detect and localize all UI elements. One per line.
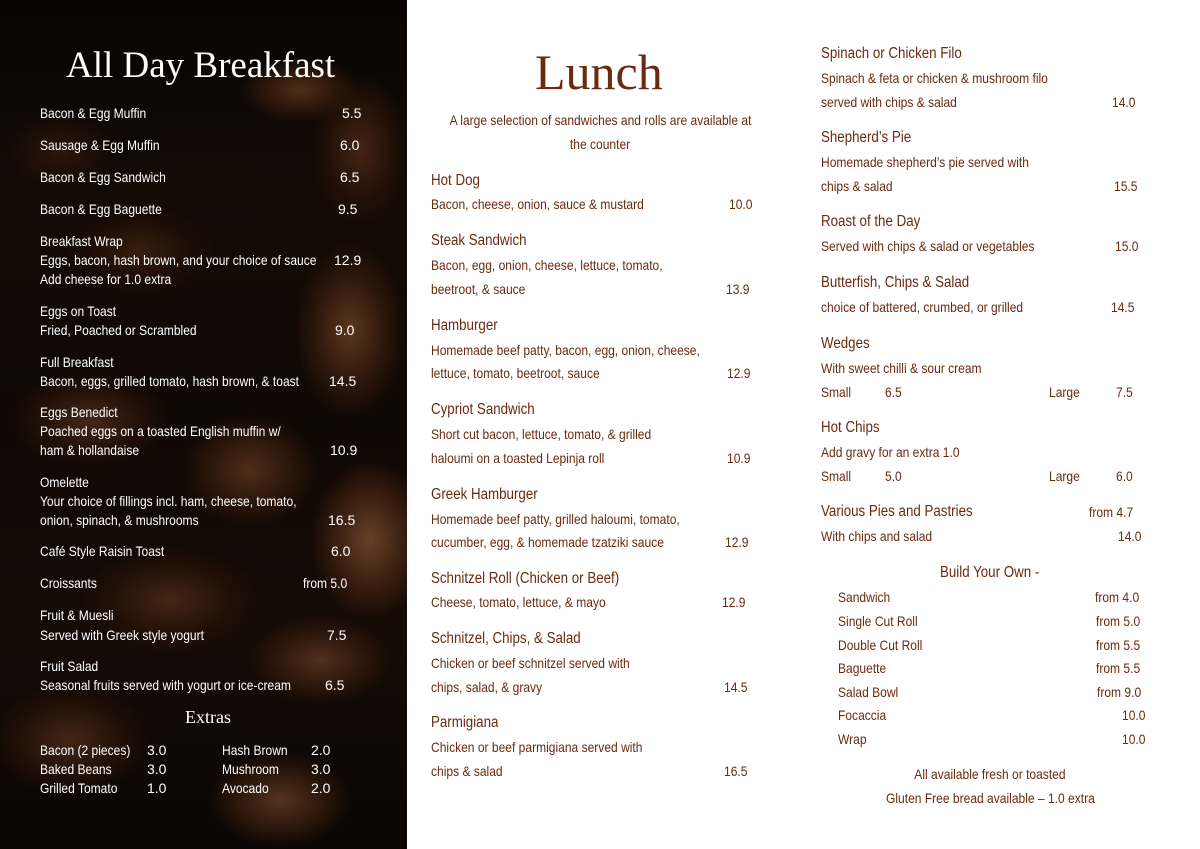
breakfast-item-desc: Eggs, bacon, hash brown, and your choice of sauce [40, 252, 317, 268]
lunch-item-name: Various Pies and Pastries [821, 503, 973, 520]
lunch-item-price: 12.9 [722, 594, 746, 610]
lunch-item-price: 12.9 [727, 365, 751, 381]
lunch-item-price: 14.5 [1111, 299, 1135, 315]
lunch-item-price: 15.5 [1114, 178, 1138, 194]
build-item-price: from 5.5 [1096, 637, 1141, 653]
lunch-intro [420, 111, 780, 130]
lunch-item-name: Schnitzel, Chips, & Salad [431, 630, 581, 647]
lunch-item-desc: Add gravy for an extra 1.0 [821, 444, 960, 460]
lunch-item-name: Greek Hamburger [431, 486, 538, 503]
lunch-item-desc: Cheese, tomato, lettuce, & mayo [431, 594, 606, 610]
size-price: 5.0 [885, 468, 902, 484]
lunch-item-name: Wedges [821, 335, 870, 352]
breakfast-item-name: Bacon & Egg Sandwich [40, 169, 166, 185]
lunch-intro [420, 135, 780, 154]
lunch-item-desc: With sweet chilli & sour cream [821, 360, 982, 376]
lunch-item-name: Hamburger [431, 317, 498, 334]
lunch-item-price: from 4.7 [1089, 504, 1134, 520]
extra-price: 3.0 [147, 761, 167, 777]
build-item-name: Focaccia [838, 707, 887, 723]
lunch-item-desc: cucumber, egg, & homemade tzatziki sauce [431, 534, 664, 550]
lunch-item-desc: Spinach & feta or chicken & mushroom filo [821, 70, 1048, 86]
extras-title: Extras [185, 707, 231, 727]
size-price: 6.0 [1116, 468, 1133, 484]
size-price: 6.5 [885, 384, 902, 400]
extra-price: 2.0 [311, 742, 331, 758]
extra-price: 3.0 [311, 761, 331, 777]
lunch-item-desc: Bacon, cheese, onion, sauce & mustard [431, 196, 644, 212]
lunch-item-desc: Homemade shepherd’s pie served with [821, 154, 1029, 170]
breakfast-item-desc: onion, spinach, & mushrooms [40, 512, 199, 528]
lunch-intro-line: the counter [569, 136, 631, 152]
lunch-item-desc: Served with chips & salad or vegetables [821, 238, 1035, 254]
build-item-name: Double Cut Roll [838, 637, 923, 653]
breakfast-item-desc: Your choice of fillings incl. ham, cheese, tomato, [40, 493, 297, 509]
size-price: 7.5 [1116, 384, 1133, 400]
breakfast-item-name: Café Style Raisin Toast [40, 543, 165, 559]
breakfast-item-price: 9.5 [338, 201, 358, 217]
lunch-item-desc: chips & salad [821, 178, 893, 194]
size-label: Large [1049, 468, 1080, 484]
lunch-item-desc: Bacon, egg, onion, cheese, lettuce, tomato, [431, 257, 663, 273]
lunch-item-price: 14.0 [1112, 94, 1136, 110]
breakfast-item-desc: Seasonal fruits served with yogurt or ice-cream [40, 677, 291, 693]
build-item-price: 10.0 [1122, 731, 1146, 747]
breakfast-item-name: Eggs on Toast [40, 303, 117, 319]
breakfast-item-desc: Served with Greek style yogurt [40, 627, 204, 643]
breakfast-item-name: Fruit & Muesli [40, 607, 114, 623]
extra-name: Hash Brown [222, 742, 288, 758]
breakfast-item-name: Sausage & Egg Muffin [40, 137, 160, 153]
build-item-name: Single Cut Roll [838, 613, 918, 629]
breakfast-item-price: 6.5 [325, 677, 345, 693]
breakfast-item-name: Croissants [40, 575, 97, 591]
size-label: Small [821, 384, 852, 400]
lunch-item-desc: Homemade beef patty, bacon, egg, onion, cheese, [431, 342, 700, 358]
lunch-item-price: 14.0 [1118, 528, 1142, 544]
lunch-item-desc: lettuce, tomato, beetroot, sauce [431, 365, 600, 381]
lunch-item-price: 13.9 [726, 281, 750, 297]
lunch-item-name: Roast of the Day [821, 213, 921, 230]
lunch-item-desc: Chicken or beef schnitzel served with [431, 655, 630, 671]
breakfast-item-name: Full Breakfast [40, 354, 114, 370]
breakfast-item-price: 16.5 [328, 512, 356, 528]
lunch-item-name: Parmigiana [431, 714, 499, 731]
lunch-item-name: Steak Sandwich [431, 232, 527, 249]
breakfast-item-desc: Fried, Poached or Scrambled [40, 322, 197, 338]
lunch-item-name: Shepherd’s Pie [821, 129, 912, 146]
breakfast-item-name: Bacon & Egg Baguette [40, 201, 162, 217]
breakfast-item-name: Omelette [40, 474, 89, 490]
build-item-price: from 9.0 [1097, 684, 1142, 700]
lunch-item-desc: beetroot, & sauce [431, 281, 526, 297]
extra-name: Bacon (2 pieces) [40, 742, 131, 758]
lunch-item-price: 14.5 [724, 679, 748, 695]
lunch-item-desc: chips, salad, & gravy [431, 679, 543, 695]
breakfast-item-price: 10.9 [330, 442, 358, 458]
breakfast-item-name: Bacon & Egg Muffin [40, 105, 147, 121]
footer-line: All available fresh or toasted [914, 766, 1066, 782]
breakfast-item-price: 12.9 [334, 252, 362, 268]
breakfast-item-desc: ham & hollandaise [40, 442, 140, 458]
size-label: Small [821, 468, 852, 484]
breakfast-item-desc: Poached eggs on a toasted English muffin w/ [40, 423, 281, 439]
lunch-item-name: Hot Dog [431, 172, 480, 189]
breakfast-item-desc: Bacon, eggs, grilled tomato, hash brown, & toast [40, 373, 300, 389]
lunch-item-desc: Homemade beef patty, grilled haloumi, tomato, [431, 511, 680, 527]
lunch-item-desc: Short cut bacon, lettuce, tomato, & grilled [431, 426, 652, 442]
build-item-name: Sandwich [838, 589, 891, 605]
footer-line: Gluten Free bread available – 1.0 extra [885, 790, 1095, 806]
extra-name: Avocado [222, 780, 269, 796]
lunch-item-price: 16.5 [724, 763, 748, 779]
extra-price: 1.0 [147, 780, 167, 796]
extra-name: Mushroom [222, 761, 279, 777]
lunch-item-name: Cypriot Sandwich [431, 401, 535, 418]
lunch-item-desc: With chips and salad [821, 528, 933, 544]
build-item-name: Baguette [838, 660, 887, 676]
extra-name: Grilled Tomato [40, 780, 118, 796]
lunch-item-price: 10.9 [727, 450, 751, 466]
breakfast-item-price: 9.0 [335, 322, 355, 338]
lunch-item-price: 12.9 [725, 534, 749, 550]
breakfast-item-price: 6.5 [340, 169, 360, 185]
breakfast-title: All Day Breakfast [66, 45, 336, 86]
lunch-item-price: 15.0 [1115, 238, 1139, 254]
lunch-item-desc: haloumi on a toasted Lepinja roll [431, 450, 605, 466]
size-label: Large [1049, 384, 1080, 400]
footer-note [820, 789, 1160, 808]
breakfast-item-price: 14.5 [329, 373, 357, 389]
extra-name: Baked Beans [40, 761, 112, 777]
lunch-item-name: Hot Chips [821, 419, 880, 436]
build-item-price: from 4.0 [1095, 589, 1140, 605]
lunch-item-desc: served with chips & salad [821, 94, 957, 110]
lunch-intro-line: A large selection of sandwiches and rolls are available at [449, 112, 751, 128]
breakfast-item-desc: Add cheese for 1.0 extra [40, 271, 172, 287]
footer-note [820, 765, 1160, 784]
breakfast-panel [0, 0, 407, 849]
lunch-item-desc: Chicken or beef parmigiana served with [431, 739, 643, 755]
breakfast-item-name: Breakfast Wrap [40, 233, 123, 249]
breakfast-item-name: Eggs Benedict [40, 404, 118, 420]
breakfast-item-price: 7.5 [327, 627, 347, 643]
extra-price: 3.0 [147, 742, 167, 758]
build-your-own-title: Build Your Own - [940, 564, 1040, 581]
breakfast-item-price: 6.0 [331, 543, 351, 559]
lunch-item-price: 10.0 [729, 196, 753, 212]
lunch-item-name: Schnitzel Roll (Chicken or Beef) [431, 570, 620, 587]
lunch-item-desc: choice of battered, crumbed, or grilled [821, 299, 1024, 315]
lunch-item-desc: chips & salad [431, 763, 503, 779]
build-item-name: Salad Bowl [838, 684, 899, 700]
breakfast-item-name: Fruit Salad [40, 658, 99, 674]
build-item-price: 10.0 [1122, 707, 1146, 723]
lunch-item-name: Butterfish, Chips & Salad [821, 274, 970, 291]
breakfast-item-price: from 5.0 [303, 575, 348, 591]
build-item-price: from 5.0 [1096, 613, 1141, 629]
lunch-title: Lunch [535, 44, 663, 100]
lunch-item-name: Spinach or Chicken Filo [821, 45, 962, 62]
build-item-name: Wrap [838, 731, 867, 747]
extra-price: 2.0 [311, 780, 331, 796]
breakfast-item-price: 6.0 [340, 137, 360, 153]
breakfast-item-price: 5.5 [342, 105, 362, 121]
build-item-price: from 5.5 [1096, 660, 1141, 676]
